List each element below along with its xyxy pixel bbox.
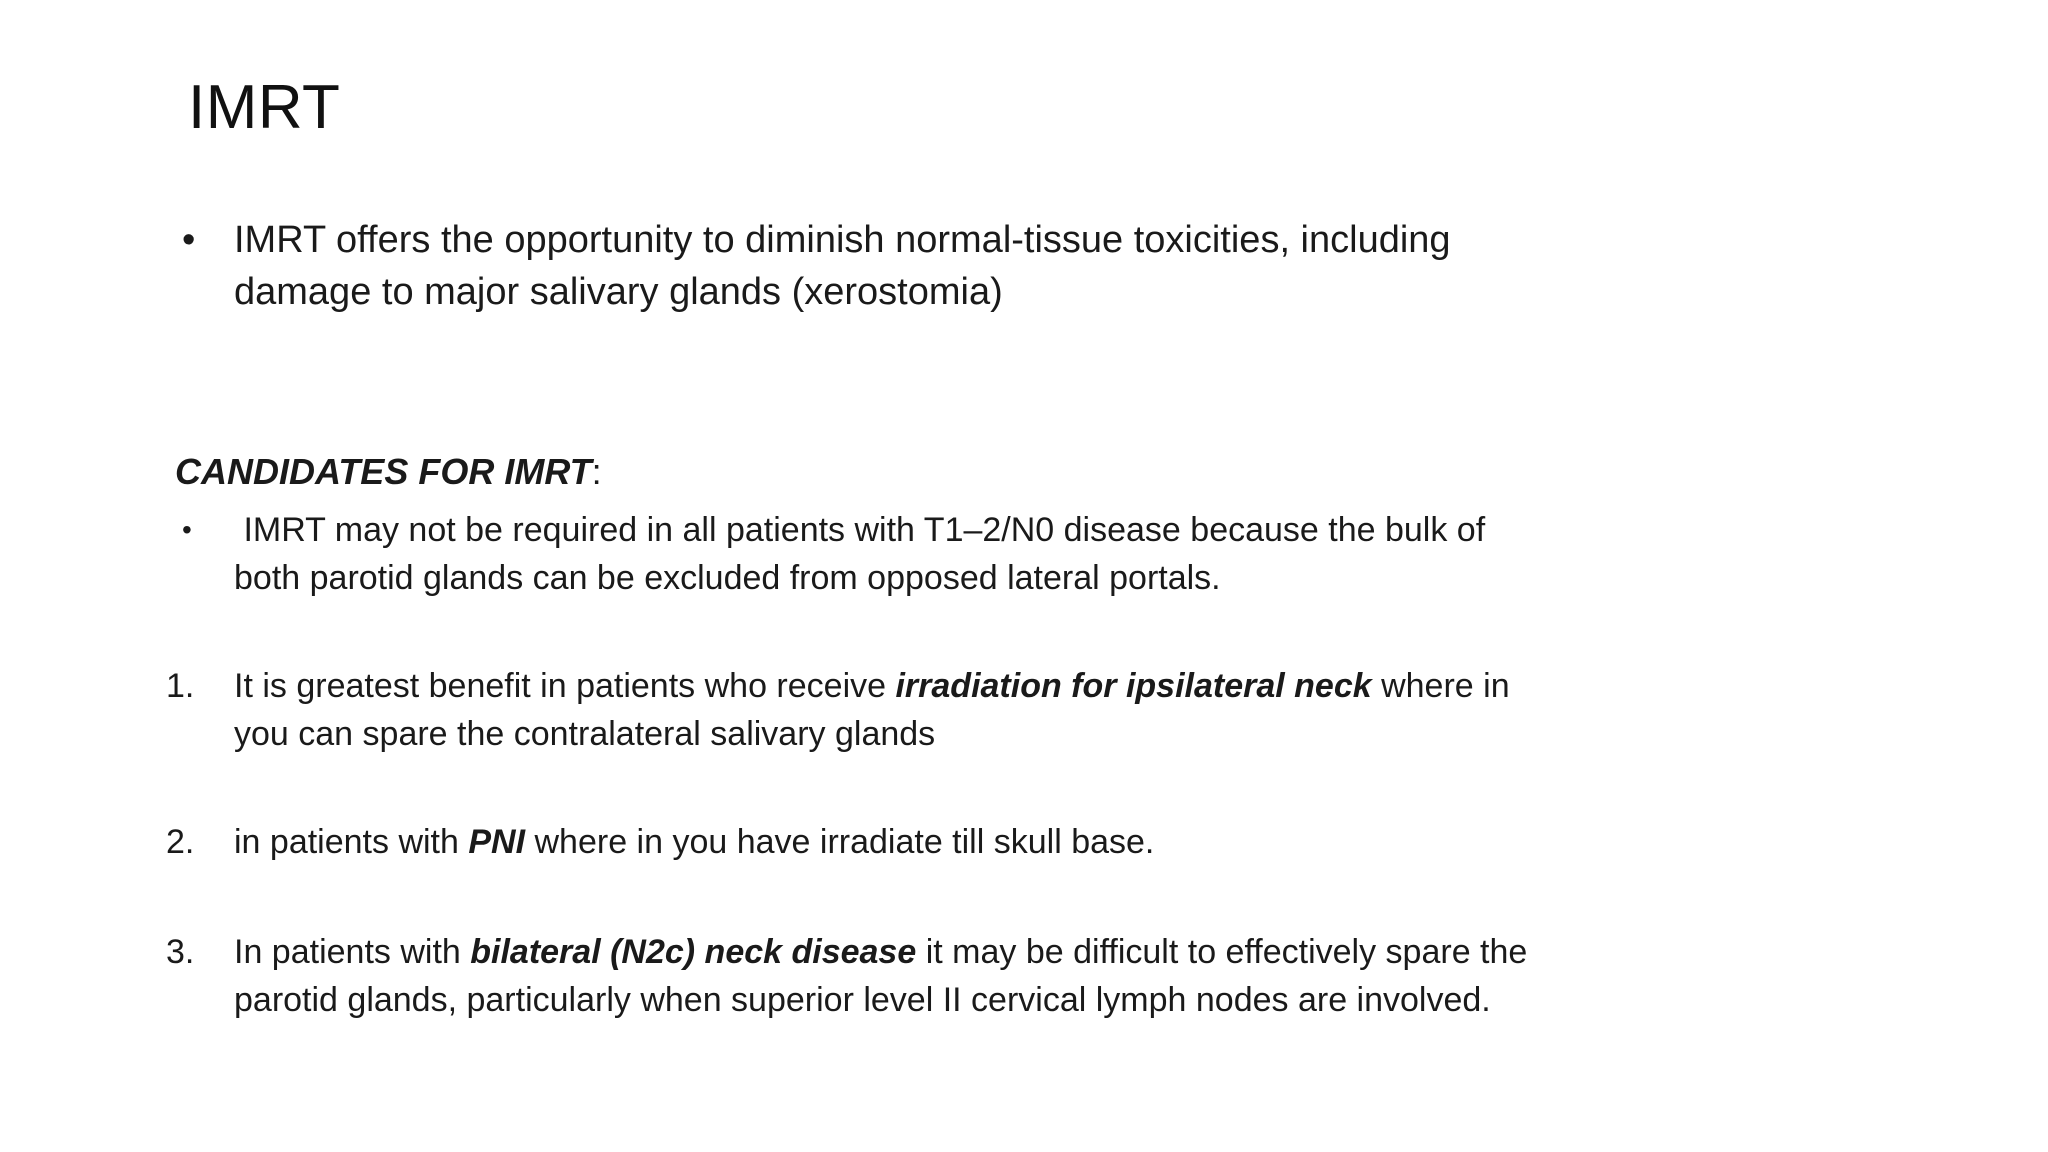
list-item-emphasis: irradiation for ipsilateral neck — [895, 667, 1372, 705]
note-line-2: both parotid glands can be excluded from opposed lateral portals. — [234, 559, 1221, 597]
list-item-text — [234, 928, 1654, 1024]
list-item-text — [234, 662, 1654, 758]
list-item-emphasis: PNI — [468, 823, 526, 861]
list-item-emphasis: bilateral (N2c) neck disease — [470, 933, 917, 971]
list-item-line-1 — [234, 928, 1654, 976]
list-number: 1. — [166, 667, 195, 705]
bullet-marker: • — [182, 219, 196, 261]
list-item-text-plain: in patients with — [234, 823, 469, 861]
list-item-line-2: you can spare the contralateral salivary glands — [234, 715, 936, 753]
candidates-heading-colon: : — [591, 451, 602, 492]
note-line-1: IMRT may not be required in all patients with T1–2/N0 disease because the bulk of — [234, 511, 1486, 549]
list-item-line-2: parotid glands, particularly when superior level II cervical lymph nodes are involved. — [234, 981, 1491, 1019]
list-item-text — [234, 818, 1654, 866]
intro-line-1: IMRT offers the opportunity to diminish normal-tissue toxicities, including — [234, 219, 1451, 261]
candidates-heading — [175, 448, 602, 496]
list-number: 2. — [166, 823, 195, 861]
list-number: 3. — [166, 933, 195, 971]
list-item-text-plain: where in — [1371, 667, 1510, 705]
bullet-marker: • — [182, 514, 192, 545]
candidates-heading-label: CANDIDATES FOR IMRT — [175, 451, 592, 492]
list-item-text-plain: It is greatest benefit in patients who receive — [234, 667, 896, 705]
list-item-line-1 — [234, 818, 1654, 866]
list-item-text-plain: In patients with — [234, 933, 471, 971]
list-item-text-plain: where in you have irradiate till skull base. — [525, 823, 1155, 861]
list-item-line-1 — [234, 662, 1654, 710]
list-item-text-plain: it may be difficult to effectively spare the — [916, 933, 1528, 971]
slide-title: IMRT — [188, 73, 341, 142]
note-bullet-text — [234, 506, 1654, 602]
intro-bullet-text — [234, 214, 1654, 318]
intro-line-2: damage to major salivary glands (xerostomia) — [234, 271, 1003, 313]
